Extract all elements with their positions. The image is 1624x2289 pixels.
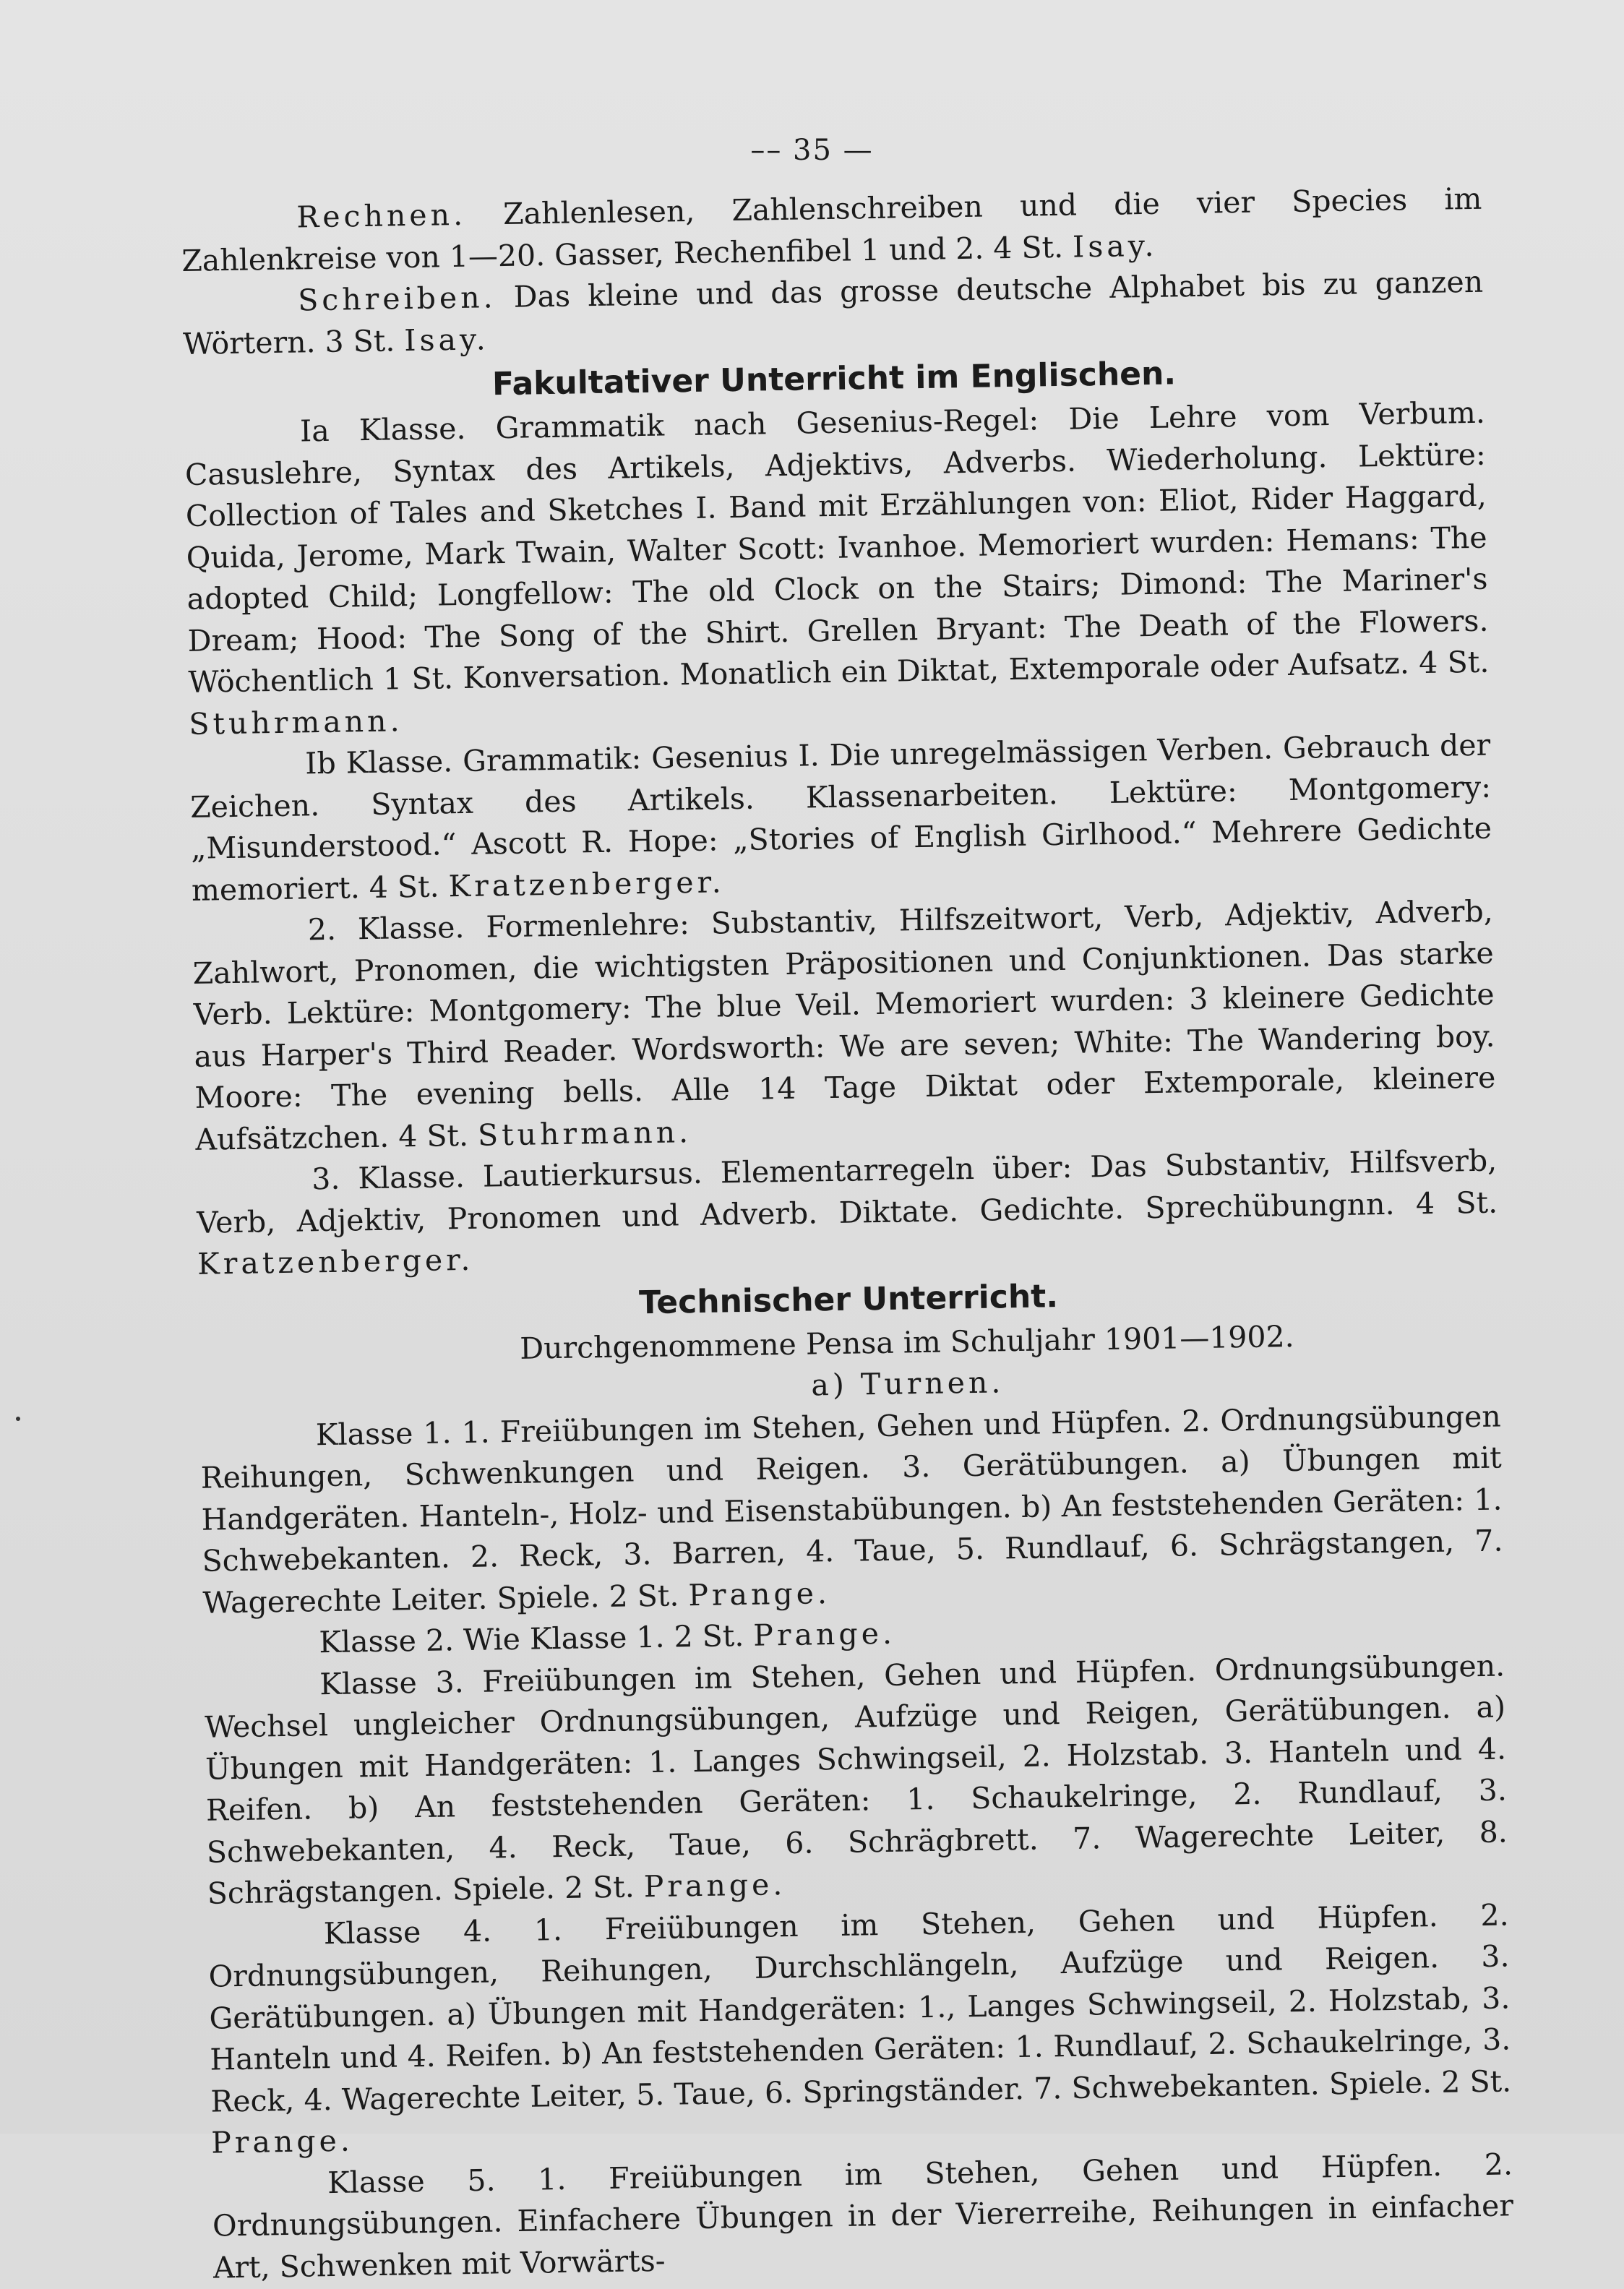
heading-englisch: Fakultativer Unterricht im Englischen. [491,355,1177,403]
paragraph-turnen-klasse-4 [207,1894,1512,2164]
ia-text: Ia Klasse. Grammatik nach Gesenius-Regel: Die Lehre vom Verbum. Casuslehre, Syntax des Artikels, Adjektivs, Adverbs. Wiederholung. Lektüre: Collection of Tales and Sketches I. Band mit Erzählungen von: Eliot, Rider Haggard, Quida, Jerome, Mark Twain, Walter Scott: Ivanhoe. Memoriert wurden: Hemans: The adopted Child; Longfellow: The old Clock on the Stairs; Dimond: The Mariner's Dream; Hood: The Song of the Shirt. Grellen Bryant: The Death of the Flowers. Wöchentlich 1 St. Konversation. Monatlich ein Diktat, Extemporale oder Aufsatz. 4 St. [184,395,1490,700]
page-number: –– 35 — [750,134,874,167]
t3-teacher: Prange. [643,1867,786,1904]
t1-text: Klasse 1. 1. Freiübungen im Stehen, Gehen und Hüpfen. 2. Ordnungsübungen Reihungen, Schwenkungen und Reigen. 3. Gerätübungen. a) Übungen mit Handgeräten. Hanteln-, Holz- und Eisenstabübungen. b) An feststehenden Geräten: 1. Schwebekanten. 2. Reck, 3. Barren, 4. Taue, 5. Rundlauf, 6. Schrägstangen, 7. Wagerechte Leiter. Spiele. 2 St. [200,1399,1503,1620]
ia-teacher: Stuhrmann. [189,703,403,742]
t4-text: Klasse 4. 1. Freiübungen im Stehen, Gehen und Hüpfen. 2. Ordnungsübungen, Reihungen, Durchschlängeln, Aufzüge und Reigen. 3. Gerätübungen. a) Übungen mit Handgeräten: 1., Langes Schwingseil, 2. Holzstab, 3. Hanteln und 4. Reifen. b) An feststehenden Geräten: 1. Rundlauf, 2. Schaukelringe, 3. Reck, 4. Wagerechte Leiter, 5. Taue, 6. Springständer. 7. Schwebekanten. Spiele. 2 St. [208,1897,1512,2119]
t3-text: Klasse 3. Freiübungen im Stehen, Gehen und Hüpfen. Ordnungsübungen. Wechsel ungleicher Ordnungsübungen, Aufzüge und Reigen, Gerätübungen. a) Übungen mit Handgeräten: 1. Langes Schwingseil, 2. Holzstab. 3. Hanteln und 4. Reifen. b) An feststehenden Geräten: 1. Schaukelringe, 2. Rundlauf, 3. Schwebekanten, 4. Reck, Taue, 6. Schrägbrett. 7. Wagerechte Leiter, 8. Schrägstangen. Spiele. 2 St. [204,1647,1508,1911]
rechnen-teacher: Isay. [1072,228,1158,265]
turnen-heading: a) Turnen. [811,1365,1005,1403]
k3-teacher: Kratzenberger. [197,1242,474,1281]
heading-technisch: Technischer Unterricht. [638,1277,1059,1321]
paragraph-ib-klasse [189,725,1492,911]
paragraph-turnen-klasse-5 [212,2144,1514,2289]
paragraph-3-klasse [196,1141,1498,1286]
ib-text: Ib Klasse. Grammatik: Gesenius I. Die unregelmässigen Verben. Gebrauch der Zeichen. Syntax des Artikels. Klassenarbeiten. Lektüre: Montgomery: „Misunderstood.“ Ascott R. Hope: „Stories of English Girlhood.“ Mehrere Gedichte memoriert. 4 St. [189,727,1492,908]
k3-text: 3. Klasse. Lautierkursus. Elementarregeln über: Das Substantiv, Hilfsverb, Verb, Adjektiv, Pronomen und Adverb. Diktate. Gedichte. Sprechübungnn. 4 St. [196,1143,1498,1240]
paragraph-ia-klasse [184,392,1490,745]
rechnen-lead: Rechnen. [296,197,467,235]
schreiben-lead: Schreiben. [297,280,497,318]
pensa-line: Durchgenommene Pensa im Schuljahr 1901—1902. [519,1318,1294,1366]
paragraph-2-klasse [192,891,1496,1161]
ib-teacher: Kratzenberger. [448,864,726,903]
body-text [181,179,1514,2289]
schreiben-text: Das kleine und das grosse deutsche Alphabet bis zu ganzen Wörtern. 3 St. [182,264,1484,361]
t2-teacher: Prange. [752,1615,896,1653]
t2-text: Klasse 2. Wie Klasse 1. 2 St. [319,1618,754,1660]
schreiben-teacher: Isay. [403,321,490,358]
k2-text: 2. Klasse. Formenlehre: Substantiv, Hilfszeitwort, Verb, Adjektiv, Adverb, Zahlwort, Pronomen, die wichtigsten Präpositionen und Conjunktionen. Das starke Verb. Lektüre: Montgomery: The blue Veil. Memoriert wurden: 3 kleinere Gedichte aus Harper's Third Reader. Wordsworth: We are seven; White: The Wandering boy. Moore: The evening bells. Alle 14 Tage Diktat oder Extemporale, kleinere Aufsätzchen. 4 St. [192,893,1496,1157]
t4-teacher: Prange. [210,2123,354,2160]
paragraph-turnen-klasse-3 [204,1645,1508,1915]
paragraph-turnen-klasse-1 [199,1396,1503,1624]
t5-text: Klasse 5. 1. Freiübungen im Stehen, Gehen und Hüpfen. 2. Ordnungsübungen. Einfachere Übungen in der Viererreihe, Reihungen in einfacher Art, Schwenken mit Vorwärts- [212,2146,1514,2285]
rechnen-text: Zahlenlesen, Zahlenschreiben und die vier Species im Zahlenkreise von 1—20. Gasser, Rechenfibel 1 und 2. 4 St. [181,181,1482,278]
t1-teacher: Prange. [687,1575,831,1612]
k2-teacher: Stuhrmann. [477,1114,692,1153]
margin-speck [16,1417,20,1421]
